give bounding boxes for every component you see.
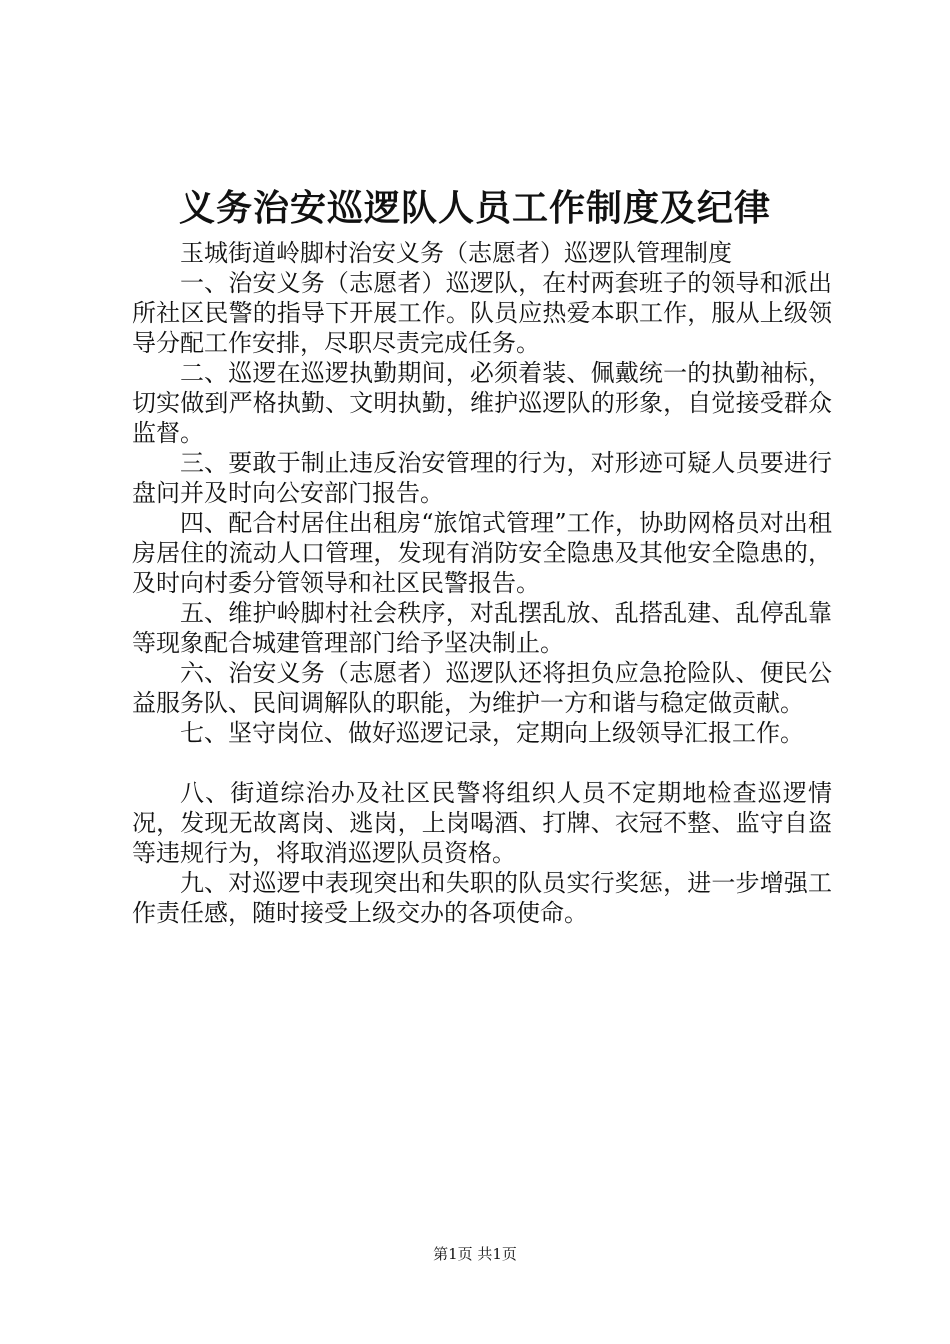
document-body: [132, 238, 832, 928]
paragraph-item-2: 二、巡逻在巡逻执勤期间，必须着装、佩戴统一的执勤袖标，切实做到严格执勤、文明执勤，维护巡逻队的形象，自觉接受群众监督。: [132, 359, 832, 447]
paragraph-item-6: 六、治安义务（志愿者）巡逻队还将担负应急抢险队、便民公益服务队、民间调解队的职能，为维护一方和谐与稳定做贡献。: [132, 659, 832, 717]
paragraph-heading: 玉城街道岭脚村治安义务（志愿者）巡逻队管理制度: [180, 239, 732, 267]
page-footer: 第1页 共1页: [433, 1245, 517, 1263]
paragraph-item-1: 一、治安义务（志愿者）巡逻队，在村两套班子的领导和派出所社区民警的指导下开展工作。队员应热爱本职工作，服从上级领导分配工作安排，尽职尽责完成任务。: [132, 269, 832, 357]
paragraph-item-7: 七、坚守岗位、做好巡逻记录，定期向上级领导汇报工作。: [180, 719, 804, 747]
paragraph-item-9: 九、对巡逻中表现突出和失职的队员实行奖惩，进一步增强工作责任感，随时接受上级交办的各项使命。: [132, 869, 832, 927]
document-title: 义务治安巡逻队人员工作制度及纪律: [178, 187, 771, 229]
paragraph-item-5: 五、维护岭脚村社会秩序，对乱摆乱放、乱搭乱建、乱停乱靠等现象配合城建管理部门给予坚决制止。: [132, 599, 832, 657]
paragraph-item-3: 三、要敢于制止违反治安管理的行为，对形迹可疑人员要进行盘问并及时向公安部门报告。: [132, 449, 832, 507]
paragraph-item-8: 八、街道综治办及社区民警将组织人员不定期地检查巡逻情况，发现无故离岗、逃岗，上岗喝酒、打牌、衣冠不整、监守自盗等违规行为，将取消巡逻队员资格。: [132, 779, 832, 867]
paragraph-item-4: 四、配合村居住出租房“旅馆式管理”工作，协助网格员对出租房居住的流动人口管理，发现有消防安全隐患及其他安全隐患的，及时向村委分管领导和社区民警报告。: [132, 509, 832, 597]
